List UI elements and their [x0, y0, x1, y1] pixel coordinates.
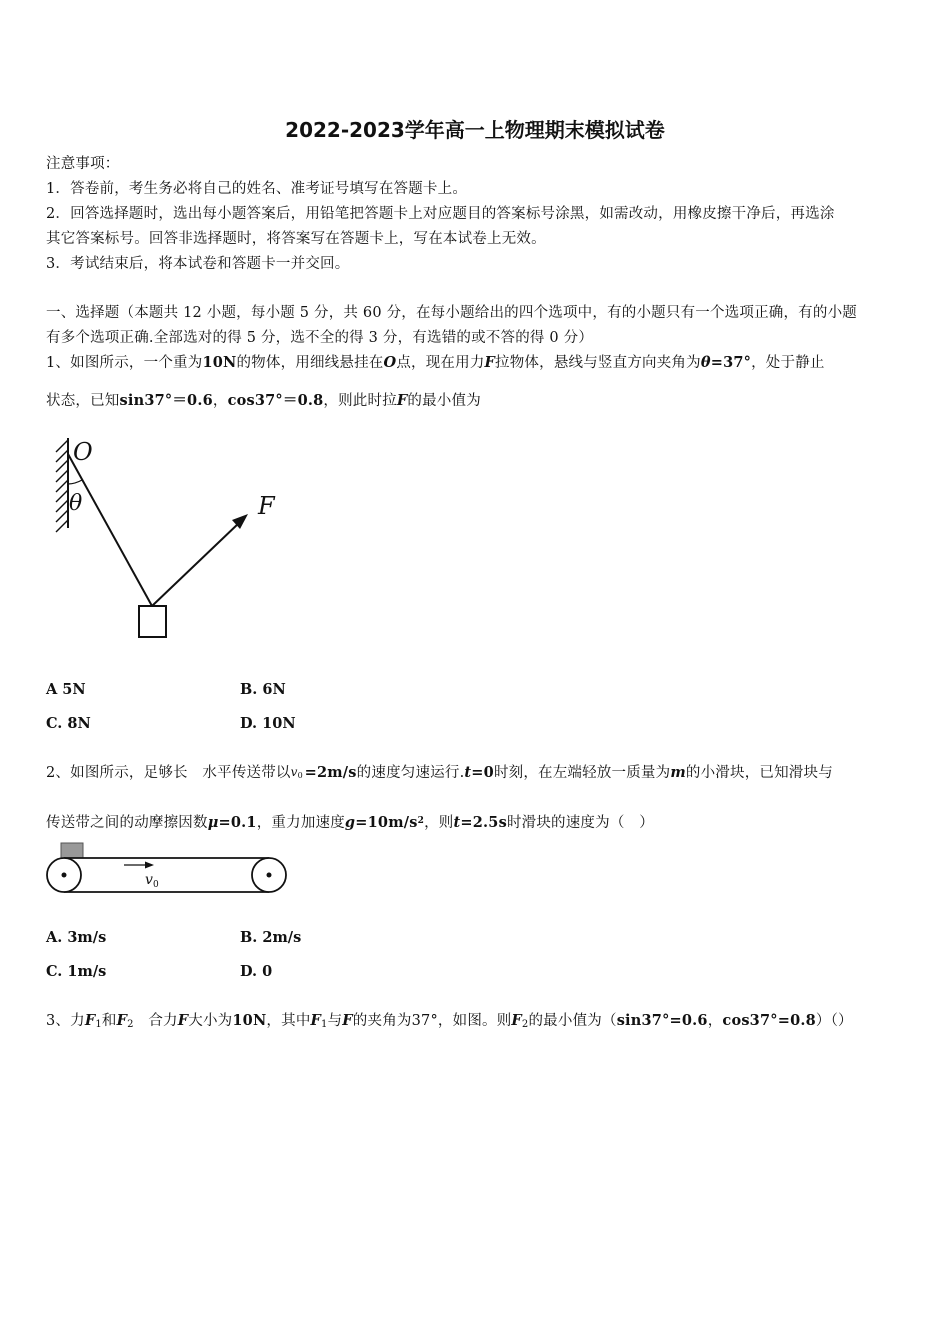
- q1-angle: =37°: [710, 354, 752, 371]
- force-line: [152, 522, 240, 606]
- q3-f: F: [177, 1012, 189, 1029]
- q3-text: 和: [101, 1013, 117, 1029]
- q3-text: 的最小值为（: [528, 1013, 617, 1029]
- q3-text: ）（）: [815, 1013, 853, 1029]
- section-intro-line2: 有多个选项正确.全部选对的得 5 分，选不全的得 3 分，有选错的或不答的得 0 分）: [46, 330, 594, 346]
- notice-item-3: 3．考试结束后，将本试卷和答题卡一并交回。: [46, 256, 350, 272]
- q2-text: ，重力加速度: [256, 815, 345, 831]
- q3-stem: [46, 1009, 853, 1030]
- q2-text: 时刻，在左端轻放一质量为: [493, 765, 671, 781]
- notice-item-2-cont: 其它答案标号。回答非选择题时，将答案写在答题卡上，写在本试卷上无效。: [46, 231, 546, 247]
- q1-text: 状态，已知: [46, 393, 120, 409]
- q3-sub: 1: [95, 1019, 102, 1030]
- label-theta: θ: [69, 491, 83, 516]
- q3-sub: 1: [321, 1019, 328, 1030]
- right-axle: [267, 873, 272, 878]
- q2-stem-line2: [46, 811, 654, 832]
- q3-text: 3、力: [46, 1013, 85, 1029]
- q1-theta: θ: [700, 354, 711, 371]
- q1-point-o: O: [383, 354, 397, 371]
- q1-text: ，处于静止: [751, 355, 825, 371]
- q3-text: ，如图。则: [437, 1013, 512, 1029]
- q2-option-c[interactable]: C. 1m/s: [46, 963, 107, 980]
- q2-text: 时滑块的速度为（ ）: [506, 815, 654, 831]
- q2-t: t: [453, 814, 461, 831]
- q3-magnitude: 10N: [232, 1012, 267, 1029]
- q3-text: 合力: [133, 1013, 178, 1029]
- q2-text: 的小滑块，已知滑块与: [685, 765, 833, 781]
- q1-option-a[interactable]: A 5N: [46, 681, 86, 698]
- q2-text: 传送带之间的动摩擦因数: [46, 815, 208, 831]
- q1-text: 的最小值为: [407, 393, 481, 409]
- left-axle: [62, 873, 67, 878]
- q2-text: 2、如图所示，足够长 水平传送带以: [46, 765, 291, 781]
- q1-figure: [46, 432, 296, 647]
- notice-item-2: 2．回答选择题时，选出每小题答案后，用铅笔把答题卡上对应题目的答案标号涂黑，如需改动，用橡皮擦干净后，再选涂: [46, 206, 835, 222]
- q1-cos: cos37°＝0.8: [227, 392, 324, 409]
- q3-sub: 2: [521, 1019, 529, 1030]
- label-v: v: [145, 872, 153, 888]
- q1-text: 的物体，用细线悬挂在: [236, 355, 384, 371]
- q2-t-value: =2.5s: [460, 814, 507, 831]
- q2-option-d[interactable]: D. 0: [240, 963, 273, 980]
- q2-mass: m: [670, 764, 686, 781]
- slider-block: [61, 843, 83, 858]
- q3-sin: sin37°=0.6: [616, 1012, 708, 1029]
- q1-sin: sin37°＝0.6: [119, 392, 213, 409]
- q1-stem-line1: [46, 351, 825, 372]
- q1-force-f: F: [484, 354, 496, 371]
- q1-text: 拉物体，悬线与竖直方向夹角为: [495, 355, 701, 371]
- q2-speed: =2m/s: [304, 764, 357, 781]
- q3-text: ，: [707, 1013, 723, 1029]
- q1-stem-line2: [46, 389, 481, 410]
- q3-text: ，其中: [266, 1013, 311, 1029]
- q1-text: ，则此时拉: [323, 393, 397, 409]
- q3-f2: F: [511, 1012, 522, 1029]
- q1-option-c[interactable]: C. 8N: [46, 715, 91, 732]
- q3-f1: F: [84, 1012, 96, 1029]
- q1-option-b[interactable]: B. 6N: [240, 681, 286, 698]
- label-f: F: [258, 492, 275, 520]
- q2-v: v: [290, 765, 298, 779]
- q3-angle: 37°: [411, 1013, 438, 1029]
- suspension-string: [68, 454, 152, 606]
- q2-option-a[interactable]: A. 3m/s: [46, 929, 107, 946]
- angle-arc: [68, 480, 82, 484]
- q1-option-d[interactable]: D. 10N: [240, 715, 296, 732]
- q2-v-sub: 0: [297, 771, 303, 780]
- q3-f1: F: [310, 1012, 322, 1029]
- hanging-block: [139, 606, 166, 637]
- label-v-sub: 0: [153, 880, 159, 890]
- q3-f: F: [342, 1012, 353, 1029]
- q3-cos: cos37°=0.8: [722, 1012, 816, 1029]
- q1-force-f: F: [396, 392, 408, 409]
- q2-text: 的速度匀速运行.: [356, 765, 465, 781]
- q2-t: t: [464, 764, 472, 781]
- q2-t0: =0: [471, 764, 494, 781]
- page-title: 2022-2023学年高一上物理期末模拟试卷: [285, 118, 665, 142]
- q2-conveyor-figure: [44, 840, 294, 898]
- q2-sup: 2: [417, 816, 425, 826]
- q2-text: ，则: [424, 815, 454, 831]
- q3-f2: F: [116, 1012, 128, 1029]
- velocity-arrowhead: [145, 862, 154, 869]
- q2-mu: μ: [207, 814, 219, 831]
- q2-stem-line1: [46, 761, 833, 782]
- q3-sub: 2: [127, 1019, 134, 1030]
- notice-heading: 注意事项：: [46, 156, 120, 172]
- section-intro-line1: 一、选择题（本题共 12 小题，每小题 5 分，共 60 分，在每小题给出的四个选项中，有的小题只有一个选项正确，有的小题: [46, 305, 857, 321]
- hatched-wall: [56, 438, 68, 532]
- q3-text: 的夹角为: [352, 1013, 412, 1029]
- q1-text: ，: [212, 393, 228, 409]
- q3-text: 与: [327, 1013, 343, 1029]
- q2-option-b[interactable]: B. 2m/s: [240, 929, 302, 946]
- q2-g: g: [344, 814, 356, 831]
- q3-text: 大小为: [188, 1013, 233, 1029]
- q2-mu-value: =0.1: [218, 814, 257, 831]
- q1-weight: 10N: [202, 354, 237, 371]
- q1-text: 点，现在用力: [396, 355, 485, 371]
- notice-item-1: 1．答卷前，考生务必将自己的姓名、准考证号填写在答题卡上。: [46, 181, 468, 197]
- q2-g-value: =10m/s: [355, 814, 418, 831]
- label-o: O: [73, 438, 93, 466]
- q1-text: 1、如图所示，一个重为: [46, 355, 203, 371]
